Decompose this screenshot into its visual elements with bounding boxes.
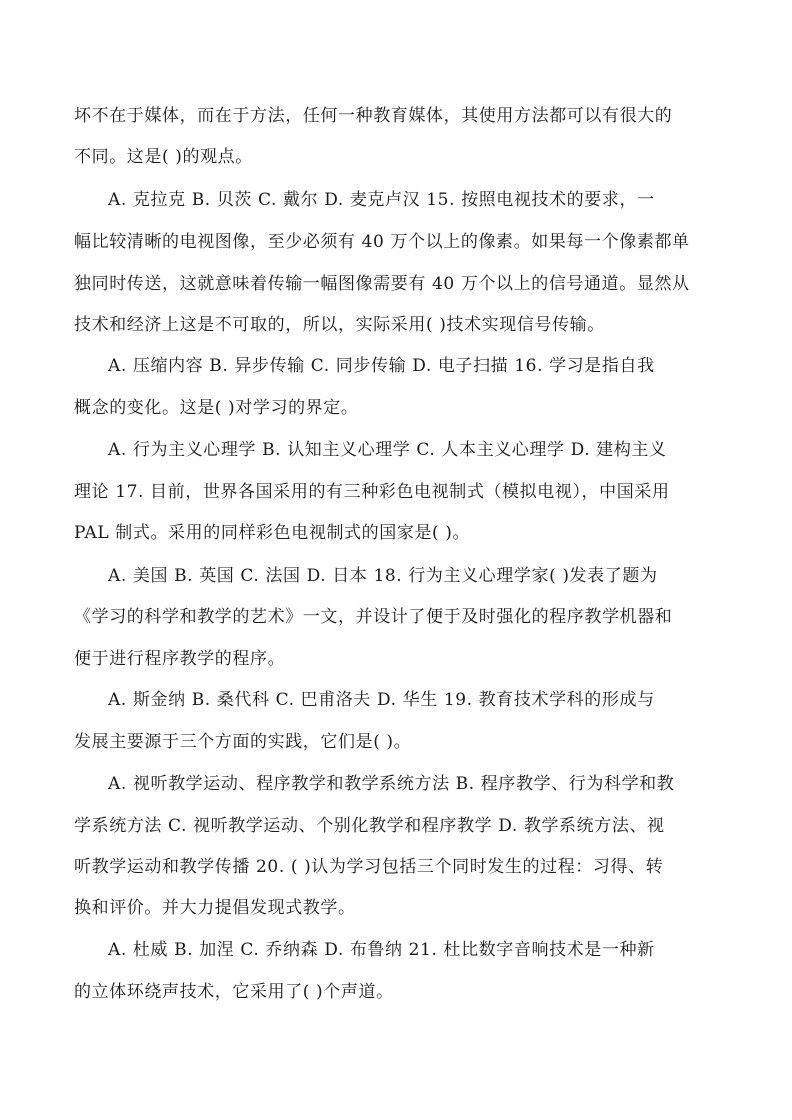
text-line: 坏不在于媒体，而在于方法，任何一种教育媒体，其使用方法都可以有很大的 bbox=[74, 106, 673, 126]
text-line: 换和评价。并大力提倡发现式教学。 bbox=[74, 898, 356, 918]
text-line: A. 行为主义心理学 B. 认知主义心理学 C. 人本主义心理学 D. 建构主义 bbox=[108, 440, 667, 460]
text-line: 技术和经济上这是不可取的，所以，实际采用( )技术实现信号传输。 bbox=[74, 315, 605, 335]
text-line: 独同时传送，这就意味着传输一幅图像需要有 40 万个以上的信号通道。显然从 bbox=[74, 274, 690, 294]
text-line: 的立体环绕声技术，它采用了( )个声道。 bbox=[74, 982, 394, 1002]
text-line: 便于进行程序教学的程序。 bbox=[74, 649, 286, 669]
text-line: 听教学运动和教学传播 20. ( )认为学习包括三个同时发生的过程：习得、转 bbox=[74, 857, 664, 877]
text-line: 概念的变化。这是( )对学习的界定。 bbox=[74, 398, 359, 418]
text-line: A. 杜威 B. 加涅 C. 乔纳森 D. 布鲁纳 21. 杜比数字音响技术是一种新 bbox=[108, 940, 655, 960]
text-line: 《学习的科学和教学的艺术》一文，并设计了便于及时强化的程序教学机器和 bbox=[74, 607, 673, 627]
text-line: 不同。这是( )的观点。 bbox=[74, 147, 253, 167]
text-line: A. 视听教学运动、程序教学和教学系统方法 B. 程序教学、行为科学和教 bbox=[108, 774, 675, 794]
text-line: A. 克拉克 B. 贝茨 C. 戴尔 D. 麦克卢汉 15. 按照电视技术的要求，一 bbox=[108, 190, 655, 210]
text-line: 幅比较清晰的电视图像，至少必须有 40 万个以上的像素。如果每一个像素都单 bbox=[74, 232, 690, 252]
text-line: 学系统方法 C. 视听教学运动、个别化教学和程序教学 D. 教学系统方法、视 bbox=[74, 816, 665, 836]
text-line: A. 斯金纳 B. 桑代科 C. 巴甫洛夫 D. 华生 19. 教育技术学科的形成与 bbox=[108, 690, 655, 710]
text-line: 发展主要源于三个方面的实践，它们是( )。 bbox=[74, 732, 412, 752]
text-line: A. 压缩内容 B. 异步传输 C. 同步传输 D. 电子扫描 16. 学习是指自我 bbox=[108, 356, 655, 376]
text-line: PAL 制式。采用的同样彩色电视制式的国家是( )。 bbox=[74, 523, 471, 543]
text-line: 理论 17. 目前，世界各国采用的有三种彩色电视制式（模拟电视），中国采用 bbox=[74, 482, 670, 502]
text-line: A. 美国 B. 英国 C. 法国 D. 日本 18. 行为主义心理学家( )发表了题为 bbox=[108, 566, 658, 586]
